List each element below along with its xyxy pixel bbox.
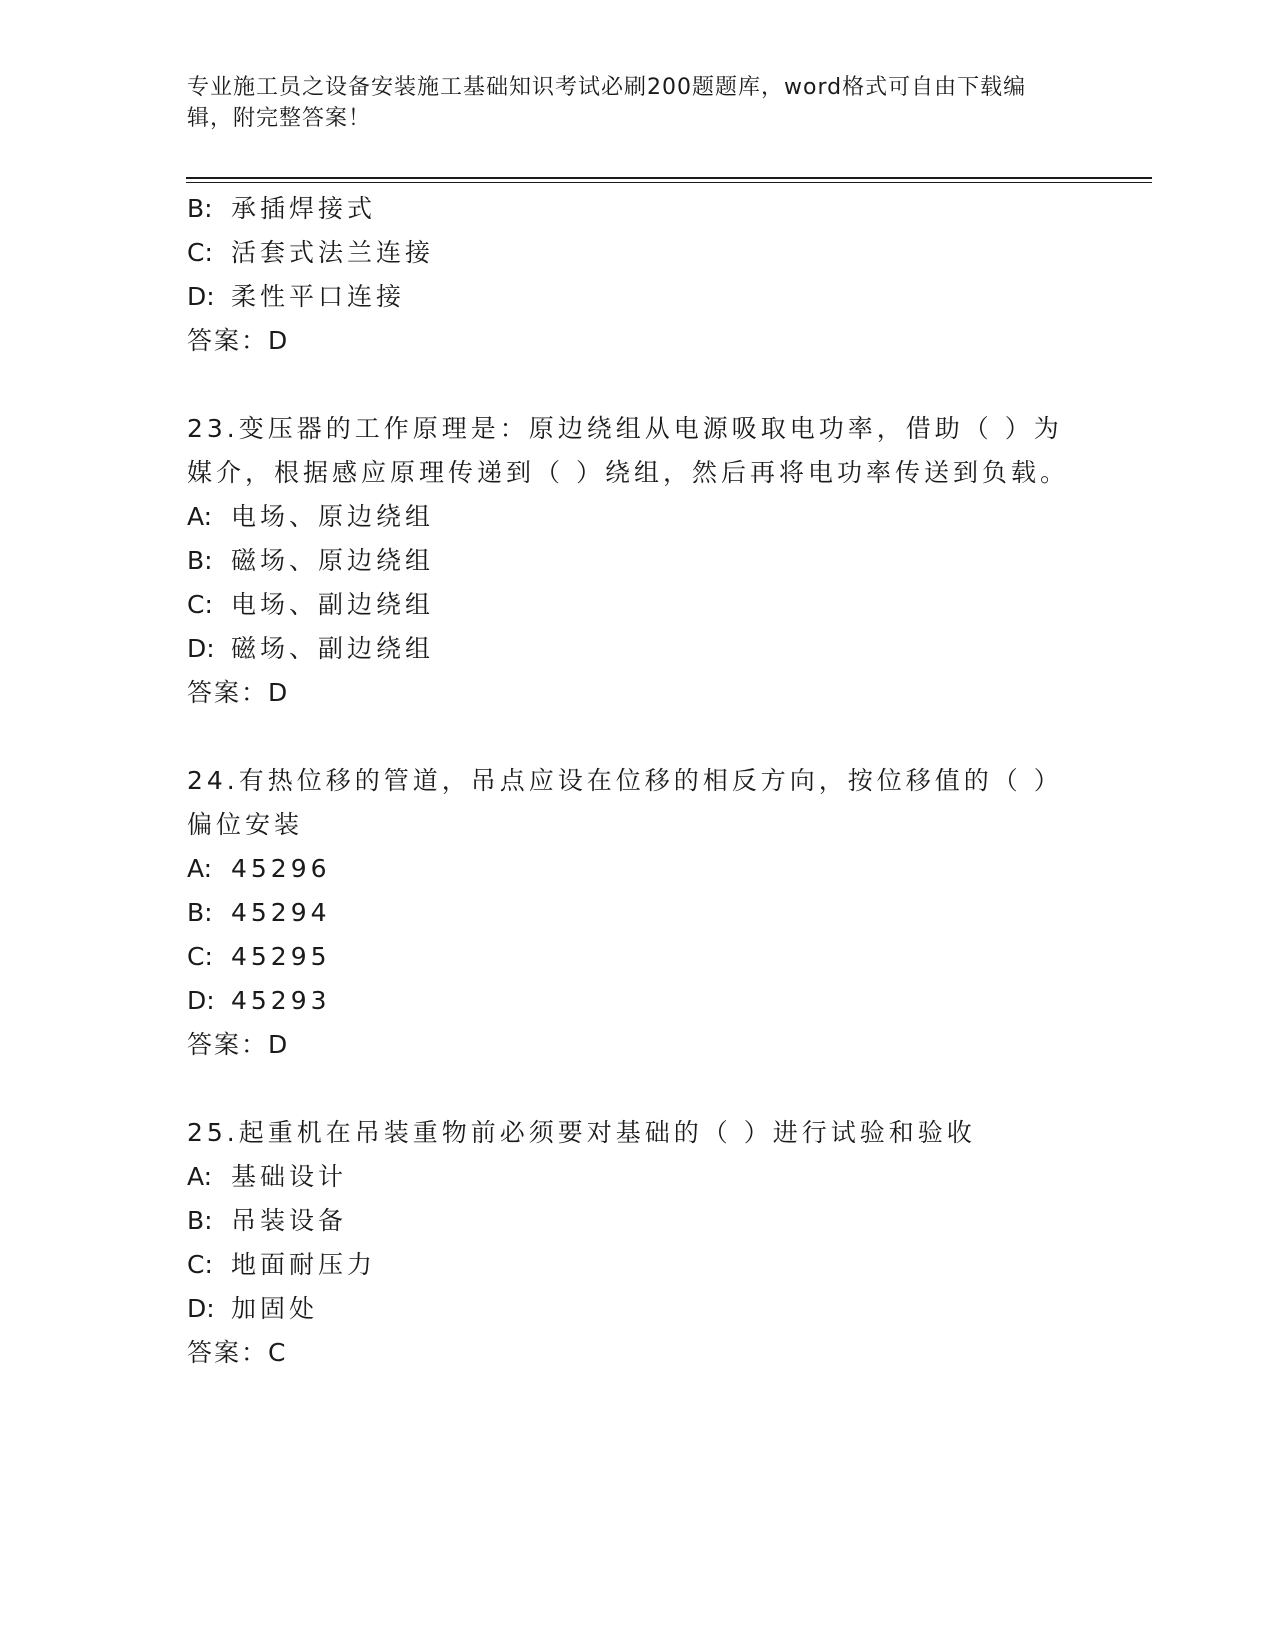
option-text: 承插焊接式 [231,194,377,223]
option-text: 地面耐压力 [231,1250,377,1279]
option-letter: B: [187,546,213,575]
option-letter: A: [187,502,213,531]
option-text: 45295 [231,942,331,971]
option-text: 柔性平口连接 [231,282,406,311]
option-text: 加固处 [231,1294,319,1323]
answer-value: D [268,326,288,355]
answer-label: 答案： [187,1338,269,1367]
q22-option-b [187,192,376,226]
answer-value: D [268,678,288,707]
q24-option-a [187,852,331,886]
answer-value: D [268,1030,288,1059]
q24-stem-line1: 24.有热位移的管道，吊点应设在位移的相反方向，按位移值的（ ） [187,766,1063,795]
option-text: 电场、原边绕组 [231,502,435,531]
q25-option-b [187,1204,347,1238]
header-divider-thick [186,177,1152,179]
option-text: 45293 [231,986,331,1015]
option-letter: C: [187,590,213,619]
option-letter: C: [187,942,213,971]
q24-option-b [187,896,331,930]
option-letter: C: [187,238,213,267]
option-letter: A: [187,1162,213,1191]
option-letter: A: [187,854,213,883]
q23-option-d [187,632,434,666]
q22-option-c [187,236,434,270]
option-letter: D: [187,1294,215,1323]
document-header-title: 专业施工员之设备安装施工基础知识考试必刷200题题库，word格式可自由下载编辑，附完整答案！ [187,75,1027,131]
option-text: 活套式法兰连接 [231,238,435,267]
q25-answer [187,1336,285,1370]
option-text: 磁场、副边绕组 [231,634,435,663]
q25-option-a [187,1160,347,1194]
q23-option-a [187,500,434,534]
option-text: 基础设计 [231,1162,348,1191]
answer-label: 答案： [187,678,269,707]
option-text: 吊装设备 [231,1206,348,1235]
q23-stem-line2: 媒介，根据感应原理传递到（ ）绕组，然后再将电功率传送到负载。 [187,458,1069,487]
option-text: 45296 [231,854,331,883]
q25-option-c [187,1248,376,1282]
q24-option-d [187,984,331,1018]
header-divider-thin [186,182,1152,183]
answer-value: C [268,1338,286,1367]
option-letter: C: [187,1250,213,1279]
q25-stem-line1: 25.起重机在吊装重物前必须要对基础的（ ）进行试验和验收 [187,1118,976,1147]
q24-answer [187,1028,287,1062]
q23-answer [187,676,287,710]
q23-stem-line1: 23.变压器的工作原理是：原边绕组从电源吸取电功率，借助（ ）为 [187,414,1063,443]
option-letter: B: [187,194,213,223]
option-text: 电场、副边绕组 [231,590,435,619]
option-text: 磁场、原边绕组 [231,546,435,575]
option-letter: D: [187,986,215,1015]
q25-option-d [187,1292,318,1326]
answer-label: 答案： [187,326,269,355]
option-letter: D: [187,634,215,663]
answer-label: 答案： [187,1030,269,1059]
option-letter: B: [187,1206,213,1235]
q23-option-b [187,544,434,578]
option-text: 45294 [231,898,331,927]
q22-option-d [187,280,405,314]
option-letter: B: [187,898,213,927]
q23-option-c [187,588,434,622]
q24-option-c [187,940,331,974]
option-letter: D: [187,282,215,311]
q22-answer [187,324,287,358]
q24-stem-line2: 偏位安装 [187,810,304,839]
